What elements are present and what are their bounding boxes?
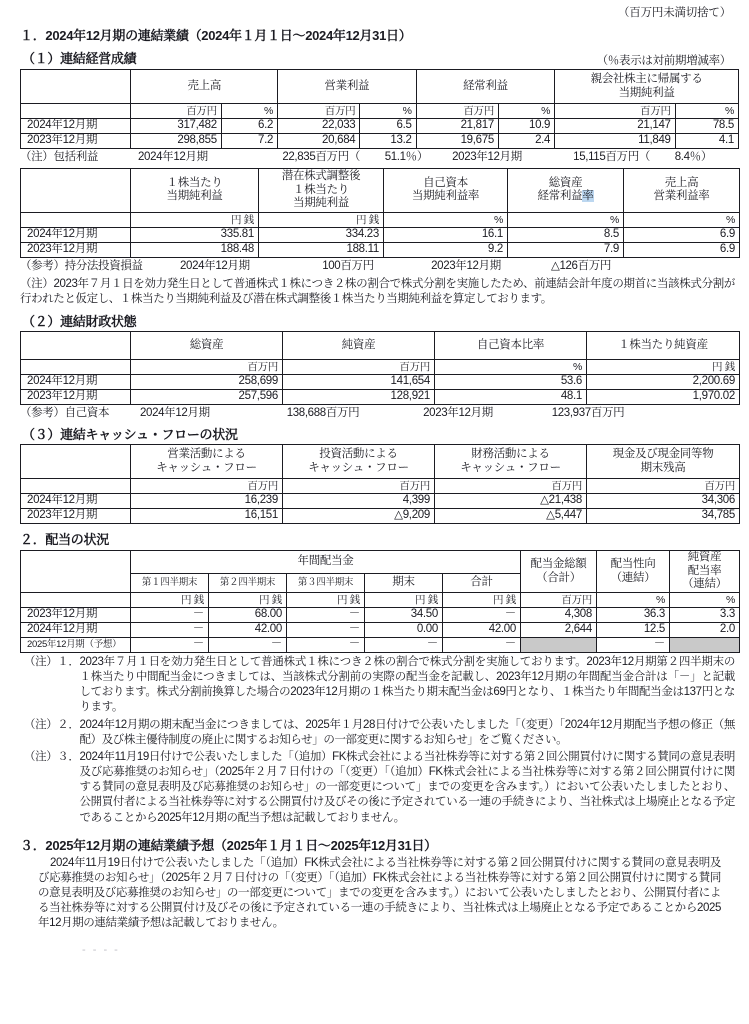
fp-header-bps: １株当たり純資産 xyxy=(587,332,740,360)
table-row xyxy=(21,622,740,637)
eps-line1: １株当たり xyxy=(166,176,223,189)
pershare-row1-label: 2023年12月期 xyxy=(21,242,131,257)
dividend-note-2 xyxy=(24,718,735,748)
dividend-note-1 xyxy=(24,655,735,716)
results-row0-label: 2024年12月期 xyxy=(21,119,131,134)
fp-row0-equity-ratio: 53.6 xyxy=(435,375,587,390)
deps-line2: １株当たり xyxy=(293,183,349,196)
pershare-row1-opm: 6.9 xyxy=(624,242,740,257)
eps-line2: 当期純利益 xyxy=(166,190,223,203)
table-row xyxy=(21,242,740,257)
results-row1-net: 11,849 xyxy=(555,134,676,149)
roe-line1: 自己資本 xyxy=(423,176,468,189)
cf-fin-line1: 財務活動による xyxy=(471,448,550,461)
em-period1: 2024年12月期 xyxy=(180,259,250,272)
div-row2-year-end: － xyxy=(365,637,443,652)
fp-row1-label: 2023年12月期 xyxy=(21,390,131,405)
div-row1-q2: 42.00 xyxy=(209,622,287,637)
equity-reference-note xyxy=(20,406,735,421)
pershare-row1-deps: 188.11 xyxy=(259,242,384,257)
dor-line3: （連結） xyxy=(682,578,727,591)
results-row0-op-pct: 6.5 xyxy=(360,119,416,134)
fp-header-total-assets: 総資産 xyxy=(131,332,283,360)
ci-value1: 22,835百万円（ xyxy=(282,151,360,163)
div-row0-dor: 3.3 xyxy=(670,607,740,622)
stock-split-note xyxy=(20,277,735,307)
unit-bps: 円 銭 xyxy=(587,360,740,375)
deps-line3: 当期純利益 xyxy=(293,197,349,210)
unit-total-assets: 百万円 xyxy=(131,360,283,375)
table-header-row xyxy=(21,332,740,360)
fp-corner-cell xyxy=(21,332,131,360)
eq-value2: 123,937百万円 xyxy=(551,407,625,420)
cf-row0-cash: 34,306 xyxy=(587,494,740,509)
roe-line2: 当期純利益率 xyxy=(411,190,480,203)
cf-inv-line2: キャッシュ・フロー xyxy=(308,461,409,474)
unit-q3-yen: 円 銭 xyxy=(287,592,365,607)
results-row1-ord: 19,675 xyxy=(416,134,498,149)
units-row xyxy=(21,479,740,494)
cf-row0-fin: △21,438 xyxy=(435,494,587,509)
results-row1-label: 2023年12月期 xyxy=(21,134,131,149)
results-row0-net: 21,147 xyxy=(555,119,676,134)
deps-line1: 潜在株式調整後 xyxy=(281,170,361,183)
div-row2-dor xyxy=(670,637,740,652)
div-row0-label: 2023年12月期 xyxy=(21,607,131,622)
cf-units-blank xyxy=(21,479,131,494)
results-row0-ord: 21,817 xyxy=(416,119,498,134)
pershare-header-opm xyxy=(624,168,740,212)
em-value1: 100百万円 xyxy=(322,259,374,272)
roa-line2 xyxy=(512,190,619,204)
dividend-note-3-label: （注）３． xyxy=(24,750,80,763)
equity-method-note xyxy=(20,259,735,274)
pershare-row0-roa: 8.5 xyxy=(508,227,624,242)
unit-equity-ratio: % xyxy=(435,360,587,375)
cf-corner-cell xyxy=(21,445,131,479)
pershare-row0-deps: 334.23 xyxy=(259,227,384,242)
results-row0-sales: 317,482 xyxy=(131,119,221,134)
table-row xyxy=(21,494,740,509)
results-row1-op-pct: 13.2 xyxy=(360,134,416,149)
cf-cash-line1: 現金及び現金同等物 xyxy=(612,448,714,461)
table-row xyxy=(21,607,740,622)
cf-row0-label: 2024年12月期 xyxy=(21,494,131,509)
pct-basis-note: （％表示は対前期増減率） xyxy=(596,55,731,67)
unit-ye-yen: 円 銭 xyxy=(365,592,443,607)
div-units-blank xyxy=(21,592,131,607)
eq-label: （参考）自己資本 xyxy=(20,407,110,420)
div-row2-amount xyxy=(521,637,597,652)
div-header-q3: 第３四半期末 xyxy=(287,574,365,593)
table-row xyxy=(21,227,740,242)
div-row0-q2: 68.00 xyxy=(209,607,287,622)
cf-header-cash-end xyxy=(587,445,740,479)
unit-cash-end: 百万円 xyxy=(587,479,740,494)
fp-units-blank xyxy=(21,360,131,375)
div-row0-amount: 4,308 xyxy=(521,607,597,622)
div-header-q1: 第１四半期末 xyxy=(131,574,209,593)
div-corner-cell xyxy=(21,551,131,593)
fp-row1-bps: 1,970.02 xyxy=(587,390,740,405)
div-row2-payout: － xyxy=(597,637,670,652)
pershare-header-diluted-eps xyxy=(259,168,384,212)
pershare-corner-cell xyxy=(21,168,131,212)
ci-value2: 15,115百万円（ xyxy=(573,151,650,163)
dor-line1: 純資産 xyxy=(687,551,722,564)
page-bottom-partial-text: - - - - xyxy=(82,943,120,956)
div-header-total: 合計 xyxy=(443,574,521,593)
dividend-note-1-body: 2023年７月１日を効力発生日として普通株式１株につき２株の割合で株式分割を実施しております。2023年12月期第２四半期末の１株当たり中間配当金につきましては、当該株式分割前の実際の配当金を記載し、2023年12月期の年間配当金合計は「－」と記載しております。株式分割前換算した場合の2023年12月期の１株当たり期末配当金は69円となり、１株当たり年間配当金は137円となります。 xyxy=(79,655,735,714)
total-amount-line2: （合計） xyxy=(536,571,581,584)
fp-row0-total-assets: 258,699 xyxy=(131,375,283,390)
div-row2-q2: － xyxy=(209,637,287,652)
payout-line2: （連結） xyxy=(610,571,656,584)
unit-payout-pct: % xyxy=(597,592,670,607)
table-row xyxy=(21,390,740,405)
cf-row0-inv: 4,399 xyxy=(283,494,435,509)
div-header-year-end: 期末 xyxy=(365,574,443,593)
cf-row1-fin: △5,447 xyxy=(435,509,587,524)
cf-header-investing xyxy=(283,445,435,479)
net-income-line1: 親会社株主に帰属する xyxy=(590,72,703,85)
unit-q1-yen: 円 銭 xyxy=(131,592,209,607)
div-row0-q3: － xyxy=(287,607,365,622)
cashflow-table xyxy=(20,444,740,524)
fp-row1-total-assets: 257,596 xyxy=(131,390,283,405)
unit-amount-million: 百万円 xyxy=(521,592,597,607)
div-header-q2: 第２四半期末 xyxy=(209,574,287,593)
unit-ord-pct: % xyxy=(498,104,554,119)
per-share-table xyxy=(20,168,740,258)
div-row1-payout: 12.5 xyxy=(597,622,670,637)
em-value2: △126百万円 xyxy=(550,259,612,272)
cf-row1-cash: 34,785 xyxy=(587,509,740,524)
pershare-row0-label: 2024年12月期 xyxy=(21,227,131,242)
pershare-header-roe xyxy=(384,168,508,212)
div-row0-q1: － xyxy=(131,607,209,622)
section-2-title: ２．配当の状況 xyxy=(20,532,109,548)
results-row1-ord-pct: 2.4 xyxy=(498,134,554,149)
unit-total-yen: 円 銭 xyxy=(443,592,521,607)
dividend-table xyxy=(20,550,740,653)
div-row2-label: 2025年12月期（予想） xyxy=(21,637,131,652)
pershare-header-eps xyxy=(131,168,259,212)
cf-fin-line2: キャッシュ・フロー xyxy=(460,461,561,474)
results-header-net-income xyxy=(555,70,739,104)
results-row1-op: 20,684 xyxy=(278,134,360,149)
section-3-body: 2024年11月19日付けで公表いたしました「（追加）FK株式会社による当社株券等に対する第２回公開買付けに関する賛同の意見表明及び応募推奨のお知らせ」（2025年２月７日付けの「（変更）「（追加）FK株式会社による当社株券等に対する第２回公開買付けに関する賛同の意見表明及び応募推奨のお知らせ」の一部変更について」までの変更を含みます。）において公表いたしましたとおり、公開買付者による当社株券等に対する公開買付け及びその後に予定されている一連の手続きにより、当社株式は上場廃止となる予定であることから2025年12月期の連結業績予想は記載しておりません。 xyxy=(38,856,721,930)
unit-net-million: 百万円 xyxy=(555,104,676,119)
payout-line1: 配当性向 xyxy=(610,557,656,570)
fp-row1-net-assets: 128,921 xyxy=(283,390,435,405)
opm-line2: 営業利益率 xyxy=(653,190,710,203)
div-row1-q3: － xyxy=(287,622,365,637)
dividend-note-3-body: 2024年11月19日付けで公表いたしました「（追加）FK株式会社による当社株券等に対する第２回公開買付けに関する賛同の意見表明及び応募推奨のお知らせ」（2025年２月７日付けの「（変更）「（追加）FK株式会社による当社株券等に対する第２回公開買付けに関する賛同の意見表明及び応募推奨のお知らせ」の一部変更について」までの変更を含みます。）において公表いたしましたとおり、公開買付者による当社株券等に対する公開買付け及びその後に予定されている一連の手続きにより、当社株式は上場廃止となる予定であることから2025年12月期の配当予想は記載しておりません。 xyxy=(79,750,735,824)
section-3-title: ３．2025年12月期の連結業績予想（2025年１月１日～2025年12月31日） xyxy=(20,837,437,853)
unit-net-assets: 百万円 xyxy=(283,360,435,375)
div-header-annual-dividend: 年間配当金 xyxy=(131,551,521,574)
div-row2-total: － xyxy=(443,637,521,652)
results-row1-net-pct: 4.1 xyxy=(675,134,738,149)
unit-fin-cf: 百万円 xyxy=(435,479,587,494)
table-header-row xyxy=(21,445,740,479)
selected-text-highlight: 率 xyxy=(582,190,594,203)
unit-ord-million: 百万円 xyxy=(416,104,498,119)
unit-roe-pct: % xyxy=(384,212,508,227)
table-header-row xyxy=(21,70,739,104)
ci-pct2: 8.4％） xyxy=(674,151,712,163)
results-header-ordinary-profit: 経常利益 xyxy=(416,70,555,104)
pershare-row0-eps: 335.81 xyxy=(131,227,259,242)
div-header-payout-ratio xyxy=(597,551,670,593)
table-row xyxy=(21,119,739,134)
unit-op-million: 百万円 xyxy=(278,104,360,119)
dividend-note-1-label: （注）１． xyxy=(24,655,80,668)
section-1-2-title: （２）連結財政状態 xyxy=(22,314,137,330)
units-row xyxy=(21,360,740,375)
eq-value1: 138,688百万円 xyxy=(286,407,360,420)
section-1-3-title: （３）連結キャッシュ・フローの状況 xyxy=(22,427,238,443)
units-row xyxy=(21,212,740,227)
cf-op-line1: 営業活動による xyxy=(167,448,246,461)
eq-period1: 2024年12月期 xyxy=(140,407,210,420)
unit-eps-yen: 円 銭 xyxy=(131,212,259,227)
table-row xyxy=(21,509,740,524)
pershare-row1-eps: 188.48 xyxy=(131,242,259,257)
unit-inv-cf: 百万円 xyxy=(283,479,435,494)
div-header-dividend-on-equity xyxy=(670,551,740,593)
results-row0-net-pct: 78.5 xyxy=(675,119,738,134)
dividend-group-header-row xyxy=(21,551,740,574)
div-row1-q1: － xyxy=(131,622,209,637)
fp-row1-equity-ratio: 48.1 xyxy=(435,390,587,405)
results-row0-sales-pct: 6.2 xyxy=(221,119,277,134)
consolidated-results-table xyxy=(20,69,739,149)
section-1-1-header xyxy=(14,46,735,68)
pershare-row1-roe: 9.2 xyxy=(384,242,508,257)
dor-line2: 配当率 xyxy=(687,564,722,577)
cf-header-financing xyxy=(435,445,587,479)
unit-q2-yen: 円 銭 xyxy=(209,592,287,607)
rounding-note: （百万円未満切捨て） xyxy=(618,7,731,19)
div-row0-year-end: 34.50 xyxy=(365,607,443,622)
cf-inv-line1: 投資活動による xyxy=(319,448,398,461)
em-period2: 2023年12月期 xyxy=(431,259,501,272)
unit-dor-pct: % xyxy=(670,592,740,607)
comprehensive-income-note xyxy=(20,150,735,165)
cf-row1-inv: △9,209 xyxy=(283,509,435,524)
net-income-line2: 当期純利益 xyxy=(618,86,675,99)
div-row2-q3: － xyxy=(287,637,365,652)
ci-period2: 2023年12月期 xyxy=(452,151,522,163)
results-row0-op: 22,033 xyxy=(278,119,360,134)
pershare-row0-roe: 16.1 xyxy=(384,227,508,242)
eq-period2: 2023年12月期 xyxy=(423,407,493,420)
stock-split-note-body: （注）2023年７月１日を効力発生日として普通株式１株につき２株の割合で株式分割を実施したため、前連結会計年度の期首に当該株式分割が行われたと仮定し、１株当たり当期純利益及び潜在株式調整後１株当たり当期純利益を算定しております。 xyxy=(20,277,735,306)
div-row1-total: 42.00 xyxy=(443,622,521,637)
unit-sales-pct: % xyxy=(221,104,277,119)
pershare-row0-opm: 6.9 xyxy=(624,227,740,242)
cf-row0-op: 16,239 xyxy=(131,494,283,509)
unit-roa-pct: % xyxy=(508,212,624,227)
dividend-note-3 xyxy=(24,750,735,826)
results-row1-sales: 298,855 xyxy=(131,134,221,149)
cf-row1-op: 16,151 xyxy=(131,509,283,524)
roa-line1: 総資産 xyxy=(548,176,583,189)
results-corner-cell xyxy=(21,70,131,104)
fp-header-equity-ratio: 自己資本比率 xyxy=(435,332,587,360)
fp-row0-label: 2024年12月期 xyxy=(21,375,131,390)
em-label: （参考）持分法投資損益 xyxy=(20,259,143,272)
dividend-note-2-body: 2024年12月期の期末配当金につきましては、2025年１月28日付けで公表いたしました「（変更）「2024年12月期配当予想の修正（無配）及び株主優待制度の廃止に関するお知らせ」の一部変更に関するお知らせ」をご覧ください。 xyxy=(79,718,735,746)
unit-op-cf: 百万円 xyxy=(131,479,283,494)
ci-period1: 2024年12月期 xyxy=(138,151,208,163)
unit-deps-yen: 円 銭 xyxy=(259,212,384,227)
opm-line1: 売上高 xyxy=(664,176,699,189)
div-row1-year-end: 0.00 xyxy=(365,622,443,637)
fp-row0-bps: 2,200.69 xyxy=(587,375,740,390)
div-row2-q1: － xyxy=(131,637,209,652)
pershare-header-roa xyxy=(508,168,624,212)
results-row0-ord-pct: 10.9 xyxy=(498,119,554,134)
roa-line2-text: 経常利益 xyxy=(537,190,583,203)
section-1-1-title: （１）連結経営成績 xyxy=(22,51,137,66)
units-blank xyxy=(21,104,131,119)
table-row xyxy=(21,375,740,390)
results-header-operating-profit: 営業利益 xyxy=(278,70,417,104)
div-row0-payout: 36.3 xyxy=(597,607,670,622)
fp-row0-net-assets: 141,654 xyxy=(283,375,435,390)
table-row xyxy=(21,637,740,652)
unit-net-pct: % xyxy=(675,104,738,119)
div-row1-amount: 2,644 xyxy=(521,622,597,637)
ci-label: （注）包括利益 xyxy=(20,151,99,163)
table-row xyxy=(21,134,739,149)
total-amount-line1: 配当金総額 xyxy=(530,557,587,570)
fp-header-net-assets: 純資産 xyxy=(283,332,435,360)
table-header-row xyxy=(21,168,740,212)
cf-op-line2: キャッシュ・フロー xyxy=(156,461,257,474)
results-row1-sales-pct: 7.2 xyxy=(221,134,277,149)
units-row xyxy=(21,104,739,119)
results-header-sales: 売上高 xyxy=(131,70,278,104)
cf-header-operating xyxy=(131,445,283,479)
financial-position-table xyxy=(20,331,740,405)
div-row1-label: 2024年12月期 xyxy=(21,622,131,637)
units-row xyxy=(21,592,740,607)
unit-sales-million: 百万円 xyxy=(131,104,221,119)
cf-row1-label: 2023年12月期 xyxy=(21,509,131,524)
div-row1-dor: 2.0 xyxy=(670,622,740,637)
div-header-total-amount xyxy=(521,551,597,593)
cf-cash-line2: 期末残高 xyxy=(640,461,686,474)
section-1-title: １．2024年12月期の連結業績（2024年１月１日～2024年12月31日） xyxy=(20,28,412,43)
pershare-row1-roa: 7.9 xyxy=(508,242,624,257)
div-row0-total: － xyxy=(443,607,521,622)
pershare-units-blank xyxy=(21,212,131,227)
unit-opm-pct: % xyxy=(624,212,740,227)
unit-op-pct: % xyxy=(360,104,416,119)
dividend-note-2-label: （注）２． xyxy=(24,718,80,731)
ci-pct1: 51.1％） xyxy=(384,151,428,163)
